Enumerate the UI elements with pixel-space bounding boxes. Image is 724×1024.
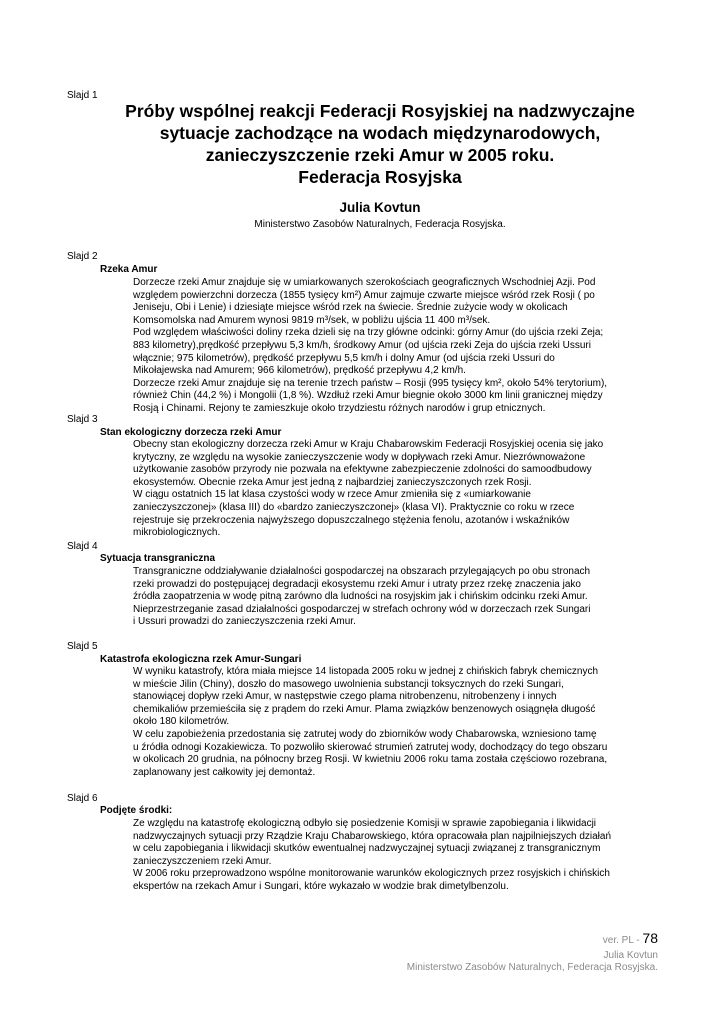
author-name: Julia Kovtun: [339, 200, 421, 215]
paragraph-line: Pod względem właściwości doliny rzeka dzieli się na trzy główne odcinki: górny Amur (do ujścia rzeki Zeja;: [133, 327, 604, 339]
paragraph-line: stanowiącej dopływ rzeki Amur, w następstwie czego plama nitrobenzenu, nitrobenzeny i innych: [133, 691, 557, 703]
slide-4-label: Slajd 4: [67, 541, 98, 552]
section-heading-sytuacja-transgraniczna: Sytuacja transgraniczna: [100, 553, 216, 564]
paragraph-line: chemikaliów przemieściła się z prądem do rzeki Amur. Plama związków benzenowych osiągnęła długość: [133, 703, 596, 715]
paragraph-line: i Ussuri prowadzi do zanieczyszczenia rzeki Amur.: [133, 616, 356, 628]
section-body-sytuacja-transgraniczna: [133, 566, 673, 629]
paragraph-line: również Chin (44,2 %) i Mongolii (1,8 %). Wzdłuż rzeki Amur biegnie około 3000 km linii granicznej między: [133, 390, 603, 402]
section-heading-katastrofa: Katastrofa ekologiczna rzek Amur-Sungari: [100, 654, 302, 665]
slide-5-label: Slajd 5: [67, 641, 98, 652]
paragraph-line: u źródła odnogi Kozakiewicza. To pozwoliło skierować strumień zatrutej wody, dochodzący do tego obszaru: [133, 741, 608, 753]
slide-6-label: Slajd 6: [67, 793, 98, 804]
footer-page-line: [603, 932, 658, 947]
paragraph-line: Mikołajewska nad Amurem; 966 kilometrów), prędkość przepływu 4,2 km/h.: [133, 365, 466, 377]
paragraph-line: w celu zapobiegania i likwidacji skutków ewentualnej nadzwyczajnej sytuacji związanej z transgranicznym: [133, 843, 601, 855]
title-line: Federacja Rosyjska: [298, 167, 462, 187]
section-heading-stan-ekologiczny: Stan ekologiczny dorzecza rzeki Amur: [100, 427, 282, 438]
title-line: zanieczyszczenie rzeki Amur w 2005 roku.: [205, 145, 555, 165]
paragraph-line: nadzwyczajnych sytuacji przy Rządzie Kraju Chabarowskiego, która opracowała plan najpilniejszych działań: [133, 830, 612, 842]
title-line: sytuacje zachodzące na wodach międzynarodowych,: [159, 123, 601, 143]
paragraph-line: Dorzecze rzeki Amur znajduje się na terenie trzech państw – Rosji (995 tysięcy km², około 54% terytorium),: [133, 377, 608, 389]
ministry-name: Ministerstwo Zasobów Naturalnych, Federacja Rosyjska.: [254, 219, 506, 230]
paragraph-line: około 180 kilometrów.: [133, 716, 230, 728]
paragraph-line: użytkowanie zasobów przyrody nie pozwala na efektywne zabezpieczenie zdolności do samoodbudowy: [133, 464, 592, 476]
paragraph-line: W celu zapobieżenia przedostania się zatrutej wody do zbiorników wody Chabarowska, wzniesiono tamę: [133, 728, 597, 740]
paragraph-line: rzeki prowadzi do postępującej degradacji ekosystemu rzeki Amur i utraty przez rzekę znaczenia jako: [133, 578, 581, 590]
slide-1-label: Slajd 1: [67, 90, 98, 101]
paragraph-line: ekosystemów. Obecnie rzeka Amur jest jedną z najbardziej zanieczyszczonych rzek Rosji.: [133, 476, 532, 488]
paragraph-line: krytyczny, ze względu na wysokie zanieczyszczenie wody w dopływach rzeki Amur. Niezrównoważone: [133, 451, 586, 463]
paragraph-line: mikrobiologicznych.: [133, 527, 221, 539]
document-title: [100, 100, 660, 188]
section-body-rzeka-amur: [133, 277, 673, 416]
section-heading-rzeka-amur: Rzeka Amur: [100, 264, 158, 275]
footer-author: Julia Kovtun: [603, 950, 658, 961]
title-line: Próby wspólnej reakcji Federacji Rosyjskiej na nadzwyczajne: [125, 101, 635, 121]
paragraph-line: Jeniseju, Obi i Lenie) i dziesiąte miejsce wśród rzek na świecie. Średnie zużycie wody w okolicach: [133, 302, 568, 314]
paragraph-line: włącznie; 975 kilometrów), prędkość przepływu 5,5 km/h i dolny Amur (od ujścia rzeki Ussuri do: [133, 352, 555, 364]
paragraph-line: Rosją i Chinami. Rejony te zamieszkuje około trzydziestu różnych narodów i grup etnicznych.: [133, 402, 546, 414]
paragraph-line: zanieczyszczeniem rzeki Amur.: [133, 855, 272, 867]
section-body-podjete-srodki: [133, 818, 673, 894]
section-heading-podjete-srodki: Podjęte środki:: [100, 805, 173, 816]
paragraph-line: źródła zaopatrzenia w wodę pitną zarówno dla ludności na rosyjskim jak i chińskim odcinku rzeki Amur.: [133, 591, 588, 603]
section-body-katastrofa: [133, 666, 673, 779]
paragraph-line: zaplanowany jest całkowity jej demontaż.: [133, 766, 316, 778]
slide-3-label: Slajd 3: [67, 414, 98, 425]
slide-2-label: Slajd 2: [67, 251, 98, 262]
paragraph-line: rejestruje się przekroczenia najwyższego dopuszczalnego stężenia fenolu, azotanów i wskaźników: [133, 514, 570, 526]
paragraph-line: w mieście Jilin (Chiny), doszło do masowego uwolnienia substancji toksycznych do rzeki Sungari,: [133, 678, 564, 690]
page-number: 78: [642, 930, 658, 946]
paragraph-line: Ze względu na katastrofę ekologiczną odbyło się posiedzenie Komisji w sprawie zapobiegania i likwidacji: [133, 818, 597, 829]
paragraph-line: Nieprzestrzeganie zasad działalności gospodarczej w strefach ochrony wód w dorzeczach rzek Sungari: [133, 603, 591, 615]
paragraph-line: Komsomolska nad Amurem wynosi 9819 m³/sek, w pobliżu ujścia 11 400 m³/sek.: [133, 314, 491, 326]
paragraph-line: W 2006 roku przeprowadzono wspólne monitorowanie warunków ekologicznych przez rosyjskich i chińskich: [133, 868, 610, 880]
paragraph-line: W ciągu ostatnich 15 lat klasa czystości wody w rzece Amur zmieniła się z «umiarkowanie: [133, 489, 531, 501]
paragraph-line: w okolicach 20 grudnia, na północny brzeg Rosji. W kwietniu 2006 roku tama została częściowo rozebrana,: [133, 754, 608, 766]
paragraph-line: Transgraniczne oddziaływanie działalności gospodarczej na obszarach przylegających po obu stronach: [133, 566, 591, 577]
paragraph-line: Dorzecze rzeki Amur znajduje się w umiarkowanych szerokościach geograficznych Wschodniej Azji. Pod: [133, 277, 596, 288]
paragraph-line: ekspertów na rzekach Amur i Sungari, które wykazało w wodzie brak dimetylbenzolu.: [133, 880, 509, 892]
footer-ministry: Ministerstwo Zasobów Naturalnych, Federacja Rosyjska.: [406, 962, 658, 973]
paragraph-line: względem powierzchni dorzecza (1855 tysięcy km²) Amur zajmuje czwarte miejsce wśród rzek Rosji ( po: [133, 289, 595, 301]
paragraph-line: Obecny stan ekologiczny dorzecza rzeki Amur w Kraju Chabarowskim Federacji Rosyjskiej ocenia się jako: [133, 439, 604, 450]
paragraph-line: zanieczyszczonej» (klasa III) do «bardzo zanieczyszczonej» (klasa VI). Praktycznie co roku w rzece: [133, 501, 575, 513]
footer-version: ver. PL -: [602, 935, 640, 946]
section-body-stan-ekologiczny: [133, 439, 673, 540]
paragraph-line: W wyniku katastrofy, która miała miejsce 14 listopada 2005 roku w jednej z chińskich fabryk chemicznych: [133, 666, 599, 677]
paragraph-line: 883 kilometry),prędkość przepływu 5,3 km/h, środkowy Amur (od ujścia rzeki Zeja do ujścia rzeki Ussuri: [133, 339, 591, 351]
